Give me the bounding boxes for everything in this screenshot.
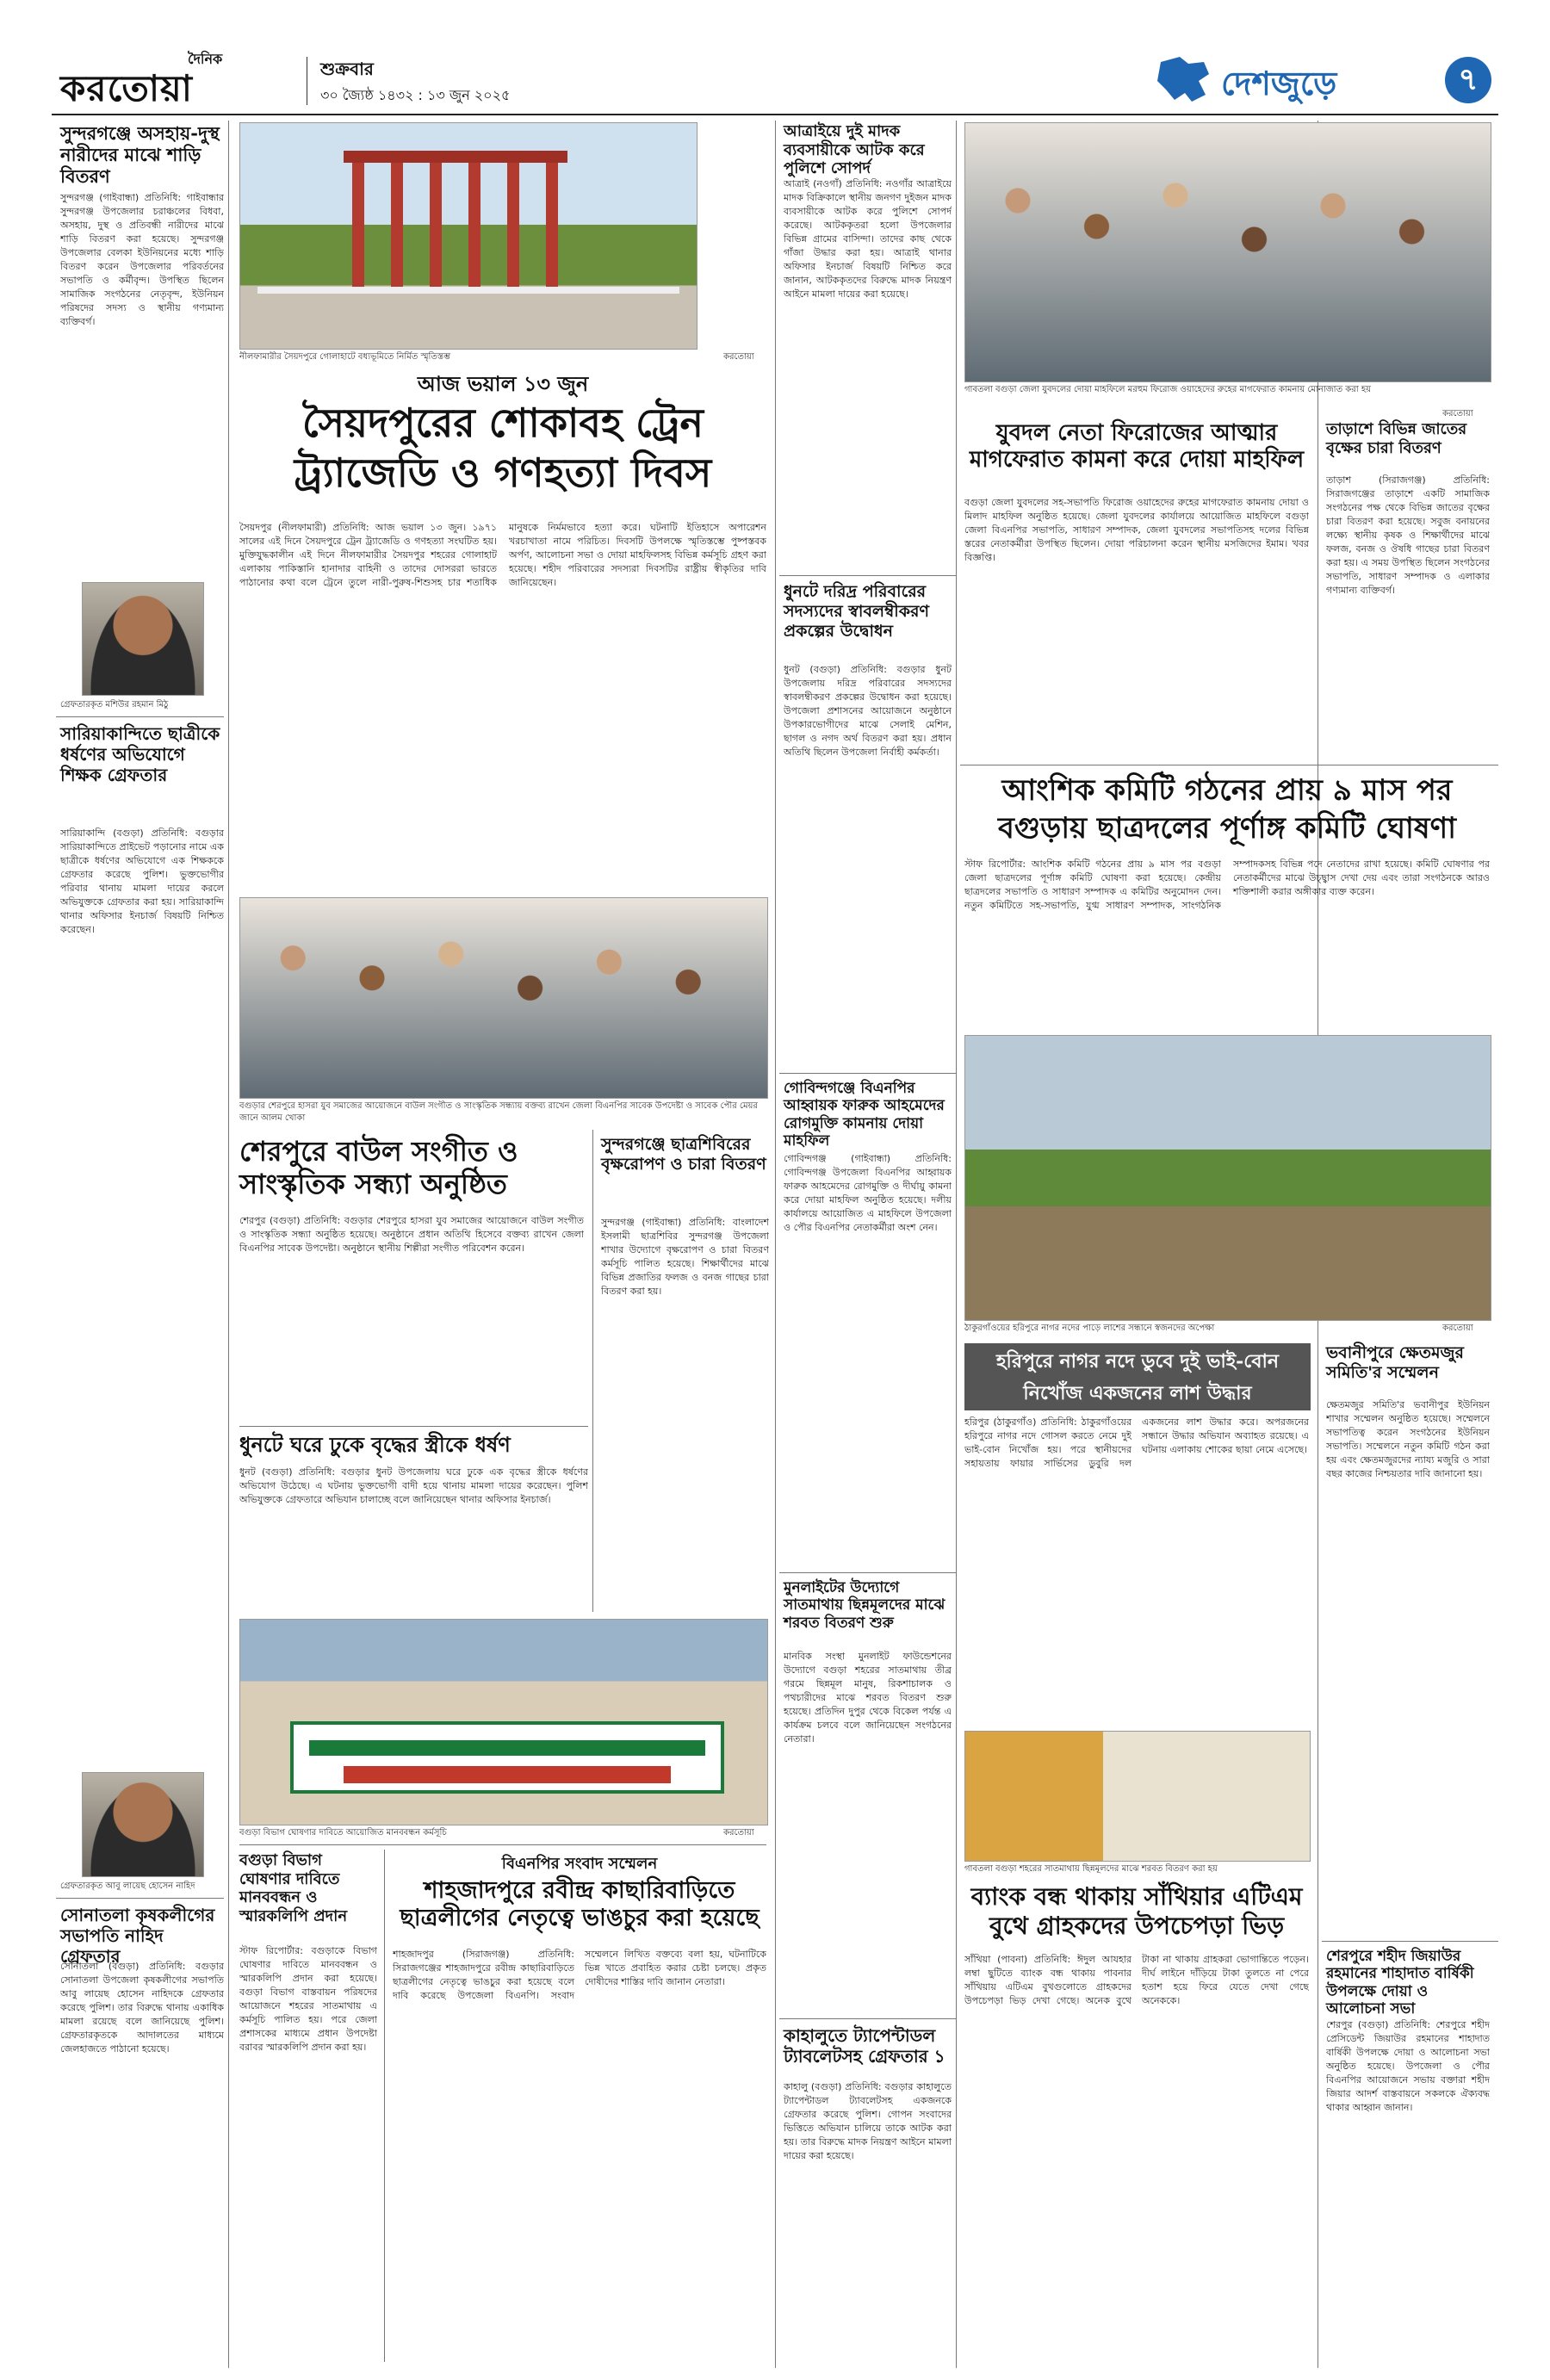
photo-caption: গাবতলা বগুড়া জেলা যুবদলের দোয়া মাহফিলে মরহুম ফিরোজ ওয়াহেদের রুহের মাগফেরাত কামনায় মোনাজাত করা হয় [964,385,1371,394]
photo-credit: করতোয়া [723,352,754,362]
headline: শাহজাদপুরে রবীন্দ্র কাছারিবাড়িতে ছাত্রলীগের নেতৃত্বে ভাঙচুর করা হয়েছে [400,1877,760,1932]
kicker: বিএনপির সংবাদ সম্মেলন [501,1855,658,1873]
photo-human-chain [239,1619,768,1825]
headline: তাড়াশে বিভিন্ন জাতের বৃক্ষের চারা বিতরণ [1326,420,1467,457]
article-body: সুন্দরগঞ্জ (গাইবান্ধা) প্রতিনিধি: গাইবান্ধার সুন্দরগঞ্জ উপজেলার চরাঞ্চলের বিধবা, অসহায়, দুস্থ ও প্রতিবন্ধী নারীদের মাঝে শাড়ি বিতরণ করা হয়েছে। সুন্দরগঞ্জ উপজেলার বেলকা ইউনিয়নের মধ্যে শাড়ি বিতরণ করেন উপজেলার পরিবর্তনের সভাপতি ও কর্মীবৃন্দ। উপস্থিত ছিলেন সামাজিক সংগঠনের নেতৃবৃন্দ, ইউনিয়ন পরিষদের সদস্য ও স্থানীয় গণ্যমান্য ব্যক্তিবর্গ। [60,192,224,327]
headline: সৈয়দপুরের শোকাবহ ট্রেন ট্র্যাজেডি ও গণহত্যা দিবস [294,400,712,496]
logo-main: করতোয়া [60,67,193,109]
headline: বগুড়া বিভাগ ঘোষণার দাবিতে মানববন্ধন ও স্মারকলিপি প্রদান [239,1851,348,1925]
page-number: ৭ [1445,57,1491,103]
headline: ভবানীপুরে ক্ষেতমজুর সমিতি'র সম্মেলন [1326,1343,1464,1382]
headline: ব্যাংক বন্ধ থাকায় সাঁথিয়ার এটিএম বুথে গ্রাহকদের উপচেপড়া ভিড় [970,1882,1303,1940]
section-banner [1154,53,1498,107]
article-body: কাহালু (বগুড়া) প্রতিনিধি: বগুড়ার কাহালুতে ট্যাপেন্টাডল ট্যাবলেটসহ একজনকে গ্রেফতার করেছে পুলিশ। গোপন সংবাদের ভিত্তিতে অভিযান চালিয়ে তাকে আটক করা হয়। তার বিরুদ্ধে মাদক নিয়ন্ত্রণ আইনে মামলা দায়ের করা হয়েছে। [784,2081,952,2161]
article-body: শাহজাদপুর (সিরাজগঞ্জ) প্রতিনিধি: সিরাজগঞ্জের শাহজাদপুরে রবীন্দ্র কাছারিবাড়িতে ছাত্রলীগের নেতৃত্বে ভাঙচুর করা হয়েছে বলে দাবি করেছে উপজেলা বিএনপি। সংবাদ সম্মেলনে লিখিত বক্তব্যে বলা হয়, ঘটনাটিকে ভিন্ন খাতে প্রবাহিত করার চেষ্টা চলছে। প্রকৃত দোষীদের শাস্তির দাবি জানান নেতারা। [393,1949,766,2001]
headline: মুনলাইটের উদ্যোগে সাতমাথায় ছিন্নমূলদের মাঝে শরবত বিতরণ শুরু [784,1579,946,1632]
section-title: দেশজুড়ে [1221,65,1337,102]
photo-caption: বগুড়ার শেরপুরে হাসরা যুব সমাজের আয়োজনে বাউল সংগীত ও সাংস্কৃতিক সন্ধ্যায় বক্তব্য রাখেন জেলা বিএনপির সাবেক উপদেষ্টা ও সাবেক পৌর মেয়র জানে আলম খোকা [239,1101,758,1123]
headline: শেরপুরে বাউল সংগীত ও সাংস্কৃতিক সন্ধ্যা অনুষ্ঠিত [239,1135,518,1201]
logo-top: দৈনিক [188,51,223,67]
headline: সুন্দরগঞ্জে অসহায়-দুস্থ নারীদের মাঝে শাড়ি বিতরণ [60,122,220,188]
headline: সুন্দরগঞ্জে ছাত্রশিবিরের বৃক্ষরোপণ ও চারা বিতরণ [601,1135,766,1174]
headline: সারিয়াকান্দিতে ছাত্রীকে ধর্ষণের অভিযোগে শিক্ষক গ্রেফতার [60,723,220,785]
photo-memorial [239,122,698,350]
article-body: তাড়াশ (সিরাজগঞ্জ) প্রতিনিধি: সিরাজগঞ্জের তাড়াশে একটি সামাজিক সংগঠনের পক্ষ থেকে বিভিন্ন জাতের বৃক্ষের চারা বিতরণ করা হয়েছে। সবুজ বনায়নের লক্ষ্যে স্থানীয় কৃষক ও শিক্ষার্থীদের মাঝে ফলজ, বনজ ও ঔষধি গাছের চারা বিতরণ করা হয়। এ সময় উপস্থিত ছিলেন সংগঠনের সভাপতি, সাধারণ সম্পাদক ও এলাকার গণ্যমান্য ব্যক্তিবর্গ। [1326,474,1490,596]
photo-caption: গ্রেফতারকৃত মশিউর রহমান মিঠু [60,700,169,710]
headline: যুবদল নেতা ফিরোজের আত্মার মাগফেরাত কামনা করে দোয়া মাহফিল [969,420,1305,474]
issue-date: ৩০ জ্যৈষ্ঠ ১৪৩২ : ১৩ জুন ২০২৫ [320,87,511,103]
article-body: সৈয়দপুর (নীলফামারী) প্রতিনিধি: আজ ভয়াল ১৩ জুন। ১৯৭১ সালের এই দিনে সৈয়দপুরে ট্রেন ট্র্যাজেডি ও গণহত্যা সংঘটিত হয়। মুক্তিযুদ্ধকালীন এই দিনে নীলফামারীর সৈয়দপুর শহরের গোলাহাট এলাকায় পাকিস্তানি হানাদার বাহিনী ও তাদের দোসররা ভারতে পাঠানোর কথা বলে ট্রেনে তুলে নারী-পুরুষ-শিশুসহ চার শতাধিক মানুষকে নির্মমভাবে হত্যা করে। ঘটনাটি ইতিহাসে অপারেশন খরচাখাতা নামে পরিচিত। দিবসটি উপলক্ষে স্মৃতিস্তম্ভে পুষ্পস্তবক অর্পণ, আলোচনা সভা ও দোয়া মাহফিলসহ বিভিন্ন কর্মসূচি গ্রহণ করা হয়েছে। শহীদ পরিবারের সদস্যরা দিবসটির রাষ্ট্রীয় স্বীকৃতির দাবি জানিয়েছেন। [239,522,766,588]
article-body: শেরপুর (বগুড়া) প্রতিনিধি: বগুড়ার শেরপুরে হাসরা যুব সমাজের আয়োজনে বাউল সংগীত ও সাংস্কৃতিক সন্ধ্যা অনুষ্ঠিত হয়েছে। অনুষ্ঠানে প্রধান অতিথি হিসেবে বক্তব্য রাখেন জেলা বিএনপির সাবেক উপদেষ্টা। অনুষ্ঠানে স্থানীয় শিল্পীরা সংগীত পরিবেশন করেন। [239,1215,584,1254]
article-body: সারিয়াকান্দি (বগুড়া) প্রতিনিধি: বগুড়ার সারিয়াকান্দিতে প্রাইভেট পড়ানোর নামে এক ছাত্রীকে ধর্ষণের অভিযোগে এক শিক্ষককে গ্রেফতার করেছে পুলিশ। ভুক্তভোগীর পরিবার থানায় মামলা দায়ের করলে অভিযুক্তকে গ্রেফতার করা হয়। সারিয়াকান্দি থানার অফিসার ইনচার্জ বিষয়টি নিশ্চিত করেছেন। [60,827,224,935]
article-body: ধুনট (বগুড়া) প্রতিনিধি: বগুড়ার ধুনট উপজেলায় দরিদ্র পরিবারের সদস্যদের স্বাবলম্বীকরণ প্রকল্পের উদ্বোধন করা হয়েছে। উপজেলা প্রশাসনের আয়োজনে অনুষ্ঠানে উপকারভোগীদের মাঝে সেলাই মেশিন, ছাগল ও নগদ অর্থ বিতরণ করা হয়। প্রধান অতিথি ছিলেন উপজেলা নির্বাহী কর্মকর্তা। [784,664,952,758]
headline: আংশিক কমিটি গঠনের প্রায় ৯ মাস পর বগুড়ায় ছাত্রদলের পূর্ণাঙ্গ কমিটি ঘোষণা [997,773,1457,846]
photo-river [964,1035,1491,1321]
headline: হরিপুরে নাগর নদে ডুবে দুই ভাই-বোন নিখোঁজ একজনের লাশ উদ্ধার [964,1343,1311,1410]
photo-caption: গাবতলা বগুড়া শহরের সাতমাথায় ছিন্নমূলদের মাঝে শরবত বিতরণ করা হয় [964,1864,1218,1874]
photo-sharbat [964,1731,1311,1862]
article-body: ধুনট (বগুড়া) প্রতিনিধি: বগুড়ার ধুনট উপজেলায় ঘরে ঢুকে এক বৃদ্ধের স্ত্রীকে ধর্ষণের অভিযোগ উঠেছে। এ ঘটনায় ভুক্তভোগী বাদী হয়ে থানায় মামলা দায়ের করেছেন। পুলিশ অভিযুক্তকে গ্রেফতারে অভিযান চালাচ্ছে বলে জানিয়েছেন থানার অফিসার ইনচার্জ। [239,1466,588,1505]
photo-doa-mahfil [964,122,1491,382]
headline: শেরপুরে শহীদ জিয়াউর রহমানের শাহাদাত বার্ষিকী উপলক্ষে দোয়া ও আলোচনা সভা [1326,1948,1474,2018]
photo-credit: করতোয়া [723,1828,754,1838]
photo-credit: করতোয়া [1442,409,1473,418]
article-body: স্টাফ রিপোর্টার: বগুড়াকে বিভাগ ঘোষণার দাবিতে মানববন্ধন ও স্মারকলিপি প্রদান করা হয়েছে। বগুড়া বিভাগ বাস্তবায়ন পরিষদের আয়োজনে শহরের সাতমাথায় এ কর্মসূচি পালিত হয়। পরে জেলা প্রশাসকের মাধ্যমে প্রধান উপদেষ্টা বরাবর স্মারকলিপি প্রদান করা হয়। [239,1945,377,2053]
headline: গোবিন্দগঞ্জে বিএনপির আহ্বায়ক ফারুক আহমেদের রোগমুক্তি কামনায় দোয়া মাহফিল [784,1080,945,1150]
article-body: মানবিক সংস্থা মুনলাইট ফাউন্ডেশনের উদ্যোগে বগুড়া শহরের সাতমাথায় তীব্র গরমে ছিন্নমূল মানুষ, রিকশাচালক ও পথচারীদের মাঝে শরবত বিতরণ শুরু হয়েছে। প্রতিদিন দুপুর থেকে বিকেল পর্যন্ত এ কার্যক্রম চলবে বলে জানিয়েছেন সংগঠনের নেতারা। [784,1651,952,1745]
photo-caption: গ্রেফতারকৃত আবু লায়েছ হোসেন নাহিদ [60,1881,195,1891]
headline: ধুনটে দরিদ্র পরিবারের সদস্যদের স্বাবলম্বীকরণ প্রকল্পের উদ্বোধন [784,582,929,641]
article-body: সাঁথিয়া (পাবনা) প্রতিনিধি: ঈদুল আযহার লম্বা ছুটিতে ব্যাংক বন্ধ থাকায় পাবনার সাঁথিয়ায় এটিএম বুথগুলোতে গ্রাহকদের উপচেপড়া ভিড় দেখা গেছে। অনেক বুথে টাকা না থাকায় গ্রাহকরা ভোগান্তিতে পড়েন। দীর্ঘ লাইনে দাঁড়িয়ে টাকা তুলতে না পেরে হতাশ হয়ে ফিরে যেতে দেখা গেছে অনেককে। [964,1954,1309,2006]
article-body: হরিপুর (ঠাকুরগাঁও) প্রতিনিধি: ঠাকুরগাঁওয়ের হরিপুরে নাগর নদে গোসল করতে নেমে দুই ভাই-বোন নিখোঁজ হয়। পরে স্থানীয়দের সহায়তায় ফায়ার সার্ভিসের ডুবুরি দল একজনের লাশ উদ্ধার করে। অপরজনের সন্ধানে উদ্ধার অভিযান অব্যাহত রয়েছে। এ ঘটনায় এলাকায় শোকের ছায়া নেমে এসেছে। [964,1416,1309,1469]
bangladesh-map-icon [1154,55,1214,105]
issue-day: শুক্রবার [320,59,374,79]
headline: কাহালুতে ট্যাপেন্টাডল ট্যাবলেটসহ গ্রেফতার ১ [784,2025,946,2067]
memorial-illustration [240,123,697,349]
article-body: সোনাতলা (বগুড়া) প্রতিনিধি: বগুড়ার সোনাতলা উপজেলা কৃষকলীগের সভাপতি আবু লায়েছ হোসেন নাহিদকে গ্রেফতার করেছে পুলিশ। তার বিরুদ্ধে থানায় একাধিক মামলা রয়েছে বলে জানিয়েছে পুলিশ। গ্রেফতারকৃতকে আদালতের মাধ্যমে জেলহাজতে পাঠানো হয়েছে। [60,1961,224,2055]
logo [60,51,293,109]
article-body: শেরপুর (বগুড়া) প্রতিনিধি: শেরপুরে শহীদ প্রেসিডেন্ট জিয়াউর রহমানের শাহাদাত বার্ষিকী উপলক্ষে দোয়া ও আলোচনা সভা অনুষ্ঠিত হয়েছে। উপজেলা ও পৌর বিএনপির আয়োজনে সভায় বক্তারা শহীদ জিয়ার আদর্শ বাস্তবায়নে সকলকে ঐক্যবদ্ধ থাকার আহ্বান জানান। [1326,2019,1490,2113]
headline: আত্রাইয়ে দুই মাদক ব্যবসায়ীকে আটক করে পুলিশে সোপর্দ [784,122,925,178]
photo-caption: ঠাকুরগাঁওয়ের হরিপুরে নাগর নদের পাড়ে লাশের সন্ধানে স্বজনদের অপেক্ষা [964,1323,1215,1333]
photo-credit: করতোয়া [1442,1323,1473,1333]
banner-illustration [240,1620,767,1825]
headline: সোনাতলা কৃষকলীগের সভাপতি নাহিদ গ্রেফতার [60,1905,215,1967]
headline: ধুনটে ঘরে ঢুকে বৃদ্ধের স্ত্রীকে ধর্ষণ [239,1432,511,1457]
photo-caption: নীলফামারীর সৈয়দপুরে গোলাহাটে বধ্যভূমিতে নির্মিত স্মৃতিস্তম্ভ [239,352,451,362]
photo-mithu [82,582,204,696]
kicker: আজ ভয়াল ১৩ জুন [417,372,589,396]
article-body: স্টাফ রিপোর্টার: আংশিক কমিটি গঠনের প্রায় ৯ মাস পর বগুড়া জেলা ছাত্রদলের পূর্ণাঙ্গ কমিটি ঘোষণা করা হয়েছে। কেন্দ্রীয় ছাত্রদলের সভাপতি ও সাধারণ সম্পাদক এ কমিটির অনুমোদন দেন। নতুন কমিটিতে সহ-সভাপতি, যুগ্ম সাধারণ সম্পাদক, সাংগঠনিক সম্পাদকসহ বিভিন্ন পদে নেতাদের রাখা হয়েছে। কমিটি ঘোষণার পর নেতাকর্মীদের মাঝে উচ্ছ্বাস দেখা দেয় এবং তারা সংগঠনকে আরও শক্তিশালী করার অঙ্গীকার ব্যক্ত করেন। [964,858,1490,911]
article-body: বগুড়া জেলা যুবদলের সহ-সভাপতি ফিরোজ ওয়াহেদের রুহের মাগফেরাত কামনায় দোয়া ও মিলাদ মাহফিল অনুষ্ঠিত হয়েছে। জেলা যুবদলের কার্যালয়ে আয়োজিত মাহফিলে বগুড়া জেলা বিএনপির সভাপতি, সাধারণ সম্পাদক, জেলা যুবদলের সভাপতিসহ দলের বিভিন্ন স্তরের নেতাকর্মীরা উপস্থিত ছিলেন। দোয়া পরিচালনা করেন স্থানীয় মসজিদের ইমাম। খবর বিজ্ঞপ্তি। [964,497,1309,563]
article-body: ক্ষেতমজুর সমিতি'র ভবানীপুর ইউনিয়ন শাখার সম্মেলন অনুষ্ঠিত হয়েছে। সম্মেলনে সভাপতিত্ব করেন সংগঠনের ইউনিয়ন সভাপতি। সম্মেলনে নতুন কমিটি গঠন করা হয় এবং ক্ষেতমজুরদের ন্যায্য মজুরি ও সারা বছর কাজের নিশ্চয়তার দাবি জানানো হয়। [1326,1399,1490,1479]
article-body: গোবিন্দগঞ্জ (গাইবান্ধা) প্রতিনিধি: গোবিন্দগঞ্জ উপজেলা বিএনপির আহ্বায়ক ফারুক আহমেদের রোগমুক্তি ও দীর্ঘায়ু কামনা করে দোয়া মাহফিল অনুষ্ঠিত হয়েছে। দলীয় কার্যালয়ে আয়োজিত এ মাহফিলে উপজেলা ও পৌর বিএনপির নেতাকর্মীরা অংশ নেন। [784,1153,952,1233]
photo-nahid [82,1772,204,1877]
photo-caption: বগুড়া বিভাগ ঘোষণার দাবিতে আয়োজিত মানববন্ধন কর্মসূচি [239,1828,447,1838]
photo-baul-event [239,897,768,1099]
article-body: আত্রাই (নওগাঁ) প্রতিনিধি: নওগাঁর আত্রাইয়ে মাদক বিক্রিকালে স্থানীয় জনগণ দুইজন মাদক ব্যবসায়ীকে আটক করে পুলিশে সোপর্দ করেছে। আটককৃতরা হলো উপজেলার বিভিন্ন গ্রামের বাসিন্দা। তাদের কাছ থেকে গাঁজা উদ্ধার করা হয়। আত্রাই থানার অফিসার ইনচার্জ বিষয়টি নিশ্চিত করে জানান, আটককৃতদের বিরুদ্ধে মাদক নিয়ন্ত্রণ আইনে মামলা দায়ের করা হয়েছে। [784,178,952,300]
article-body: সুন্দরগঞ্জ (গাইবান্ধা) প্রতিনিধি: বাংলাদেশ ইসলামী ছাত্রশিবির সুন্দরগঞ্জ উপজেলা শাখার উদ্যোগে বৃক্ষরোপণ ও চারা বিতরণ কর্মসূচি পালিত হয়েছে। শিক্ষার্থীদের মাঝে বিভিন্ন প্রজাতির ফলজ ও বনজ গাছের চারা বিতরণ করা হয়। [601,1217,769,1297]
